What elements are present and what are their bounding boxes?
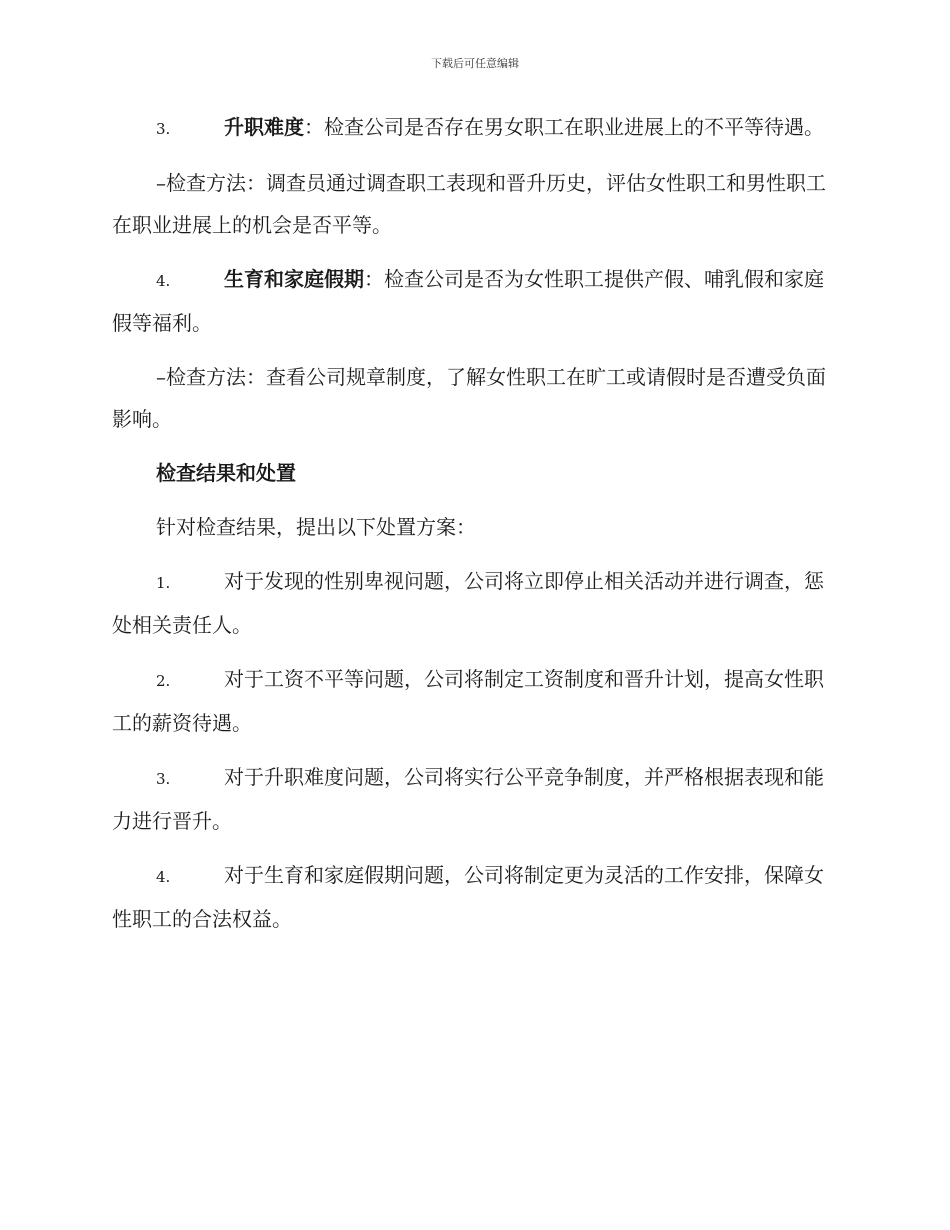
item-text: ：检查公司是否存在男女职工在职业进展上的不平等待遇。 xyxy=(304,115,824,139)
item-number: 4. xyxy=(156,272,171,290)
measure-text: 对于生育和家庭假期问题，公司将制定更为灵活的工作安排，保障女性职工的合法权益。 xyxy=(112,863,824,931)
measure-item xyxy=(112,854,836,940)
measure-text: 对于工资不平等问题，公司将制定工资制度和晋升计划，提高女性职工的薪资待遇。 xyxy=(112,667,824,735)
measure-item xyxy=(112,658,836,744)
measure-item xyxy=(112,756,836,842)
item-family-leave xyxy=(112,258,836,344)
measure-number: 4. xyxy=(156,868,171,886)
item-text: ：检查公司是否为女性职工提供产假、哺乳假和家庭假等福利。 xyxy=(112,267,824,335)
method-family-leave: –检查方法：查看公司规章制度，了解女性职工在旷工或请假时是否遭受负面影响。 xyxy=(112,365,826,431)
measure-item xyxy=(112,560,836,646)
item-promotion-difficulty xyxy=(112,106,836,150)
item-title: 生育和家庭假期 xyxy=(224,267,364,291)
measure-text: 对于发现的性别卑视问题，公司将立即停止相关活动并进行调查，惩处相关责任人。 xyxy=(112,569,824,637)
page-header: 下载后可任意编辑 xyxy=(431,57,519,70)
measure-number: 1. xyxy=(156,574,171,592)
measure-number: 3. xyxy=(156,770,171,788)
item-title: 升职难度 xyxy=(224,115,304,139)
measure-text: 对于升职难度问题，公司将实行公平竞争制度，并严格根据表现和能力进行晋升。 xyxy=(112,765,824,833)
item-number: 3. xyxy=(156,120,171,138)
measure-number: 2. xyxy=(156,672,171,690)
document-body xyxy=(112,106,836,952)
section-intro: 针对检查结果，提出以下处置方案： xyxy=(156,515,476,539)
section-heading: 检查结果和处置 xyxy=(156,461,296,485)
method-promotion: –检查方法：调查员通过调查职工表现和晋升历史，评估女性职工和男性职工在职业进展上的机会是否平等。 xyxy=(112,171,826,237)
